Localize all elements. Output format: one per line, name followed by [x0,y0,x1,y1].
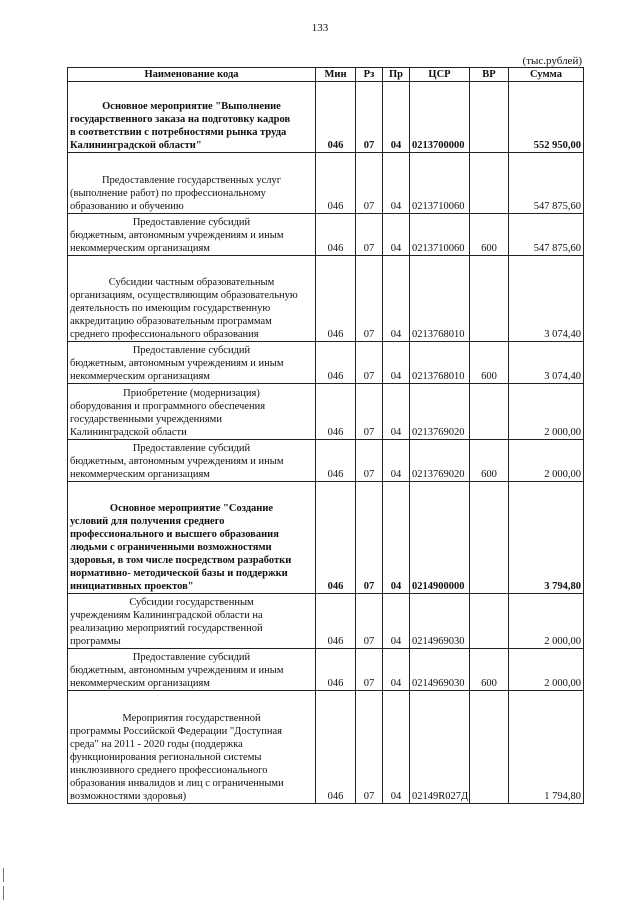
table-row [68,691,584,804]
cell-csr: 0213768010 [410,342,470,384]
cell-csr: 0214969030 [410,649,470,691]
cell-rz: 07 [356,594,383,649]
cell-csr: 0213768010 [410,256,470,342]
cell-pr: 04 [383,482,410,594]
cell-csr: 0213769020 [410,384,470,440]
page-number: 133 [311,22,329,34]
cell-min: 046 [316,649,356,691]
table-row [68,153,584,214]
cell-rz: 07 [356,440,383,482]
scan-margin-mark [3,886,4,900]
cell-min: 046 [316,256,356,342]
table-header-row [68,68,584,82]
col-header-min: Мин [316,68,356,82]
cell-csr: 0214900000 [410,482,470,594]
cell-rz: 07 [356,482,383,594]
cell-csr: 0213769020 [410,440,470,482]
cell-csr: 0213700000 [410,82,470,153]
table-row [68,649,584,691]
cell-sum: 2 000,00 [509,649,584,691]
cell-min: 046 [316,82,356,153]
row-description: Субсидии частным образовательным организациям, осуществляющим образовательную деятельность по имеющим государственную аккредитацию образовательным программам среднего профессионального образования [68,256,316,342]
table-row [68,384,584,440]
table-row [68,82,584,153]
cell-vr [470,256,509,342]
cell-rz: 07 [356,342,383,384]
cell-pr: 04 [383,256,410,342]
cell-min: 046 [316,214,356,256]
cell-pr: 04 [383,594,410,649]
table-row [68,440,584,482]
cell-pr: 04 [383,384,410,440]
cell-sum: 3 074,40 [509,256,584,342]
cell-sum: 3 074,40 [509,342,584,384]
col-header-vr: ВР [470,68,509,82]
row-description: Мероприятия государственной программы Российской Федерации "Доступная среда" на 2011 - 2020 годы (поддержка функционирования региональной системы инклюзивного среднего профессионального образования инвалидов и лиц с ограниченными возможностями здоровья) [68,691,316,804]
cell-rz: 07 [356,214,383,256]
row-description: Приобретение (модернизация) оборудования и программного обеспечения государственными учреждениями Калининградской области [68,384,316,440]
row-description: Основное мероприятие "Создание условий для получения среднего профессионального и высшего образования людьми с ограниченными возможностями здоровья, в том числе посредством разработки нормативно- методической базы и поддержки инициативных проектов" [68,482,316,594]
cell-rz: 07 [356,82,383,153]
cell-pr: 04 [383,214,410,256]
cell-pr: 04 [383,342,410,384]
cell-min: 046 [316,691,356,804]
cell-pr: 04 [383,691,410,804]
cell-rz: 07 [356,256,383,342]
col-header-sum: Сумма [509,68,584,82]
col-header-name: Наименование кода [68,68,316,82]
cell-vr [470,691,509,804]
budget-table [67,67,584,804]
cell-sum: 547 875,60 [509,153,584,214]
cell-vr: 600 [470,649,509,691]
table-row [68,214,584,256]
cell-min: 046 [316,384,356,440]
cell-vr [470,482,509,594]
cell-min: 046 [316,153,356,214]
cell-rz: 07 [356,153,383,214]
cell-vr: 600 [470,342,509,384]
cell-vr [470,153,509,214]
cell-pr: 04 [383,649,410,691]
cell-min: 046 [316,594,356,649]
cell-pr: 04 [383,440,410,482]
row-description: Предоставление субсидий бюджетным, автономным учреждениям и иным некоммерческим организациям [68,440,316,482]
cell-sum: 1 794,80 [509,691,584,804]
cell-vr [470,384,509,440]
row-description: Субсидии государственным учреждениям Калининградской области на реализацию мероприятий государственной программы [68,594,316,649]
row-description: Предоставление государственных услуг (выполнение работ) по профессиональному образованию и обучению [68,153,316,214]
cell-sum: 552 950,00 [509,82,584,153]
cell-rz: 07 [356,649,383,691]
table-row [68,482,584,594]
table-row [68,342,584,384]
table-row [68,256,584,342]
cell-min: 046 [316,482,356,594]
cell-vr: 600 [470,214,509,256]
table-row [68,594,584,649]
units-label: (тыс.рублей) [522,55,582,67]
cell-sum: 547 875,60 [509,214,584,256]
cell-csr: 0214969030 [410,594,470,649]
cell-sum: 3 794,80 [509,482,584,594]
cell-sum: 2 000,00 [509,384,584,440]
cell-csr: 0213710060 [410,153,470,214]
col-header-rz: Рз [356,68,383,82]
cell-min: 046 [316,342,356,384]
cell-vr [470,82,509,153]
cell-min: 046 [316,440,356,482]
row-description: Предоставление субсидий бюджетным, автономным учреждениям и иным некоммерческим организациям [68,649,316,691]
row-description: Основное мероприятие "Выполнение государственного заказа на подготовку кадров в соответствии с потребностями рынка труда Калининградской области" [68,82,316,153]
cell-csr: 0213710060 [410,214,470,256]
row-description: Предоставление субсидий бюджетным, автономным учреждениям и иным некоммерческим организациям [68,342,316,384]
scan-margin-mark [3,868,4,882]
col-header-csr: ЦСР [410,68,470,82]
cell-pr: 04 [383,82,410,153]
cell-vr: 600 [470,440,509,482]
cell-sum: 2 000,00 [509,440,584,482]
cell-pr: 04 [383,153,410,214]
cell-sum: 2 000,00 [509,594,584,649]
row-description: Предоставление субсидий бюджетным, автономным учреждениям и иным некоммерческим организациям [68,214,316,256]
cell-rz: 07 [356,691,383,804]
cell-vr [470,594,509,649]
cell-rz: 07 [356,384,383,440]
cell-csr: 02149R027Д [410,691,470,804]
col-header-pr: Пр [383,68,410,82]
